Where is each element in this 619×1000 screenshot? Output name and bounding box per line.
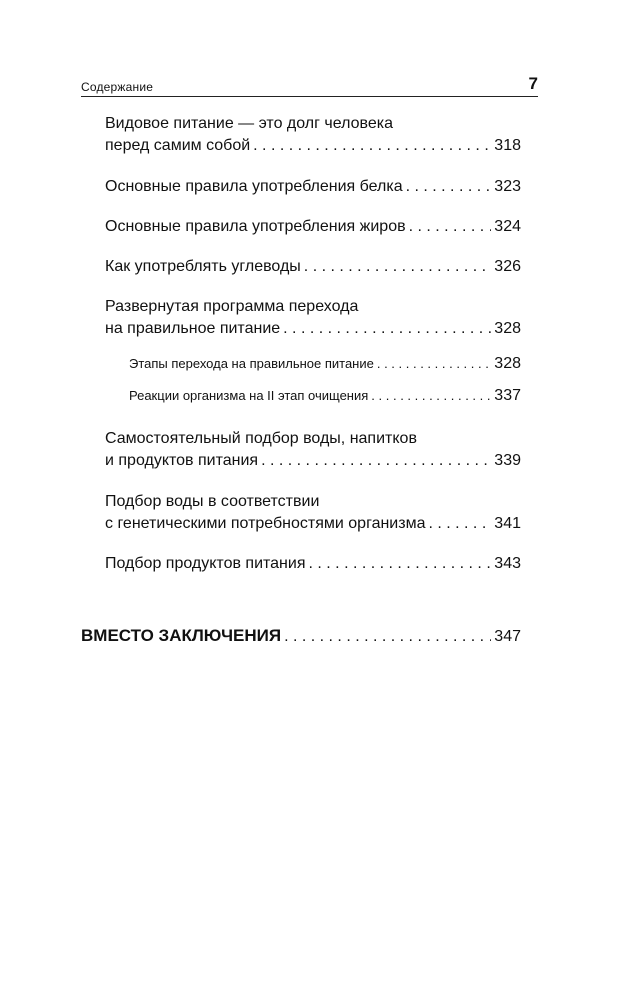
dot-leader [253, 135, 491, 157]
toc-entry-page: 328 [494, 355, 521, 372]
toc-entry[interactable] [105, 296, 521, 340]
toc-entry-title-line: Видовое питание — это долг человека [105, 115, 394, 132]
toc-entry-title-line: Развернутая программа перехода [105, 298, 359, 315]
toc-entry-title-line: Самостоятельный подбор воды, напитков [105, 430, 417, 447]
dot-leader [406, 176, 492, 198]
toc-entry-page: 337 [494, 387, 521, 404]
toc-entry[interactable] [105, 176, 521, 198]
page-number: 7 [528, 74, 538, 93]
toc-entry-page: 323 [494, 178, 521, 195]
toc-entry[interactable] [105, 553, 521, 575]
toc-entry[interactable] [105, 113, 521, 157]
dot-leader [377, 355, 491, 373]
toc-entry-title: перед самим собой [105, 137, 251, 154]
dot-leader [428, 513, 491, 535]
toc-entry[interactable] [105, 491, 521, 535]
toc-subentry[interactable] [129, 355, 521, 373]
toc-entry-page: 326 [494, 258, 521, 275]
toc-entry-title: Основные правила употребления жиров [105, 218, 406, 235]
toc-entry-title: с генетическими потребностями организма [105, 515, 426, 532]
dot-leader [309, 553, 492, 575]
toc-entry-page: 318 [494, 137, 521, 154]
dot-leader [409, 216, 492, 238]
toc-entry[interactable] [105, 256, 521, 278]
dot-leader [371, 387, 491, 405]
toc-entry-page: 343 [494, 555, 521, 572]
toc-entry-title: и продуктов питания [105, 452, 259, 469]
toc-entry-page: 347 [494, 628, 521, 645]
dot-leader [283, 318, 491, 340]
toc-entry-title: Как употреблять углеводы [105, 258, 301, 275]
toc-entry-title: Подбор продуктов питания [105, 555, 306, 572]
toc-entry-title: Реакции организма на II этап очищения [129, 388, 369, 403]
toc-entry-title: Этапы перехода на правильное питание [129, 356, 374, 371]
toc-entry-title: на правильное питание [105, 320, 281, 337]
toc-entry-page: 324 [494, 218, 521, 235]
toc-entry[interactable] [105, 216, 521, 238]
running-header [81, 74, 538, 97]
toc-chapter-title: ВМЕСТО ЗАКЛЮЧЕНИЯ [81, 626, 282, 645]
toc-entry-title-line: Подбор воды в соответствии [105, 493, 320, 510]
dot-leader [261, 450, 491, 472]
section-title: Содержание [81, 80, 154, 94]
toc-chapter-entry[interactable] [81, 625, 521, 648]
toc-entry-page: 339 [494, 452, 521, 469]
toc-entry-page: 341 [494, 515, 521, 532]
dot-leader [304, 256, 492, 278]
dot-leader [284, 626, 491, 648]
toc-entry-title: Основные правила употребления белка [105, 178, 403, 195]
toc-subentry[interactable] [129, 387, 521, 405]
toc-entry[interactable] [105, 428, 521, 472]
toc-entry-page: 328 [494, 320, 521, 337]
